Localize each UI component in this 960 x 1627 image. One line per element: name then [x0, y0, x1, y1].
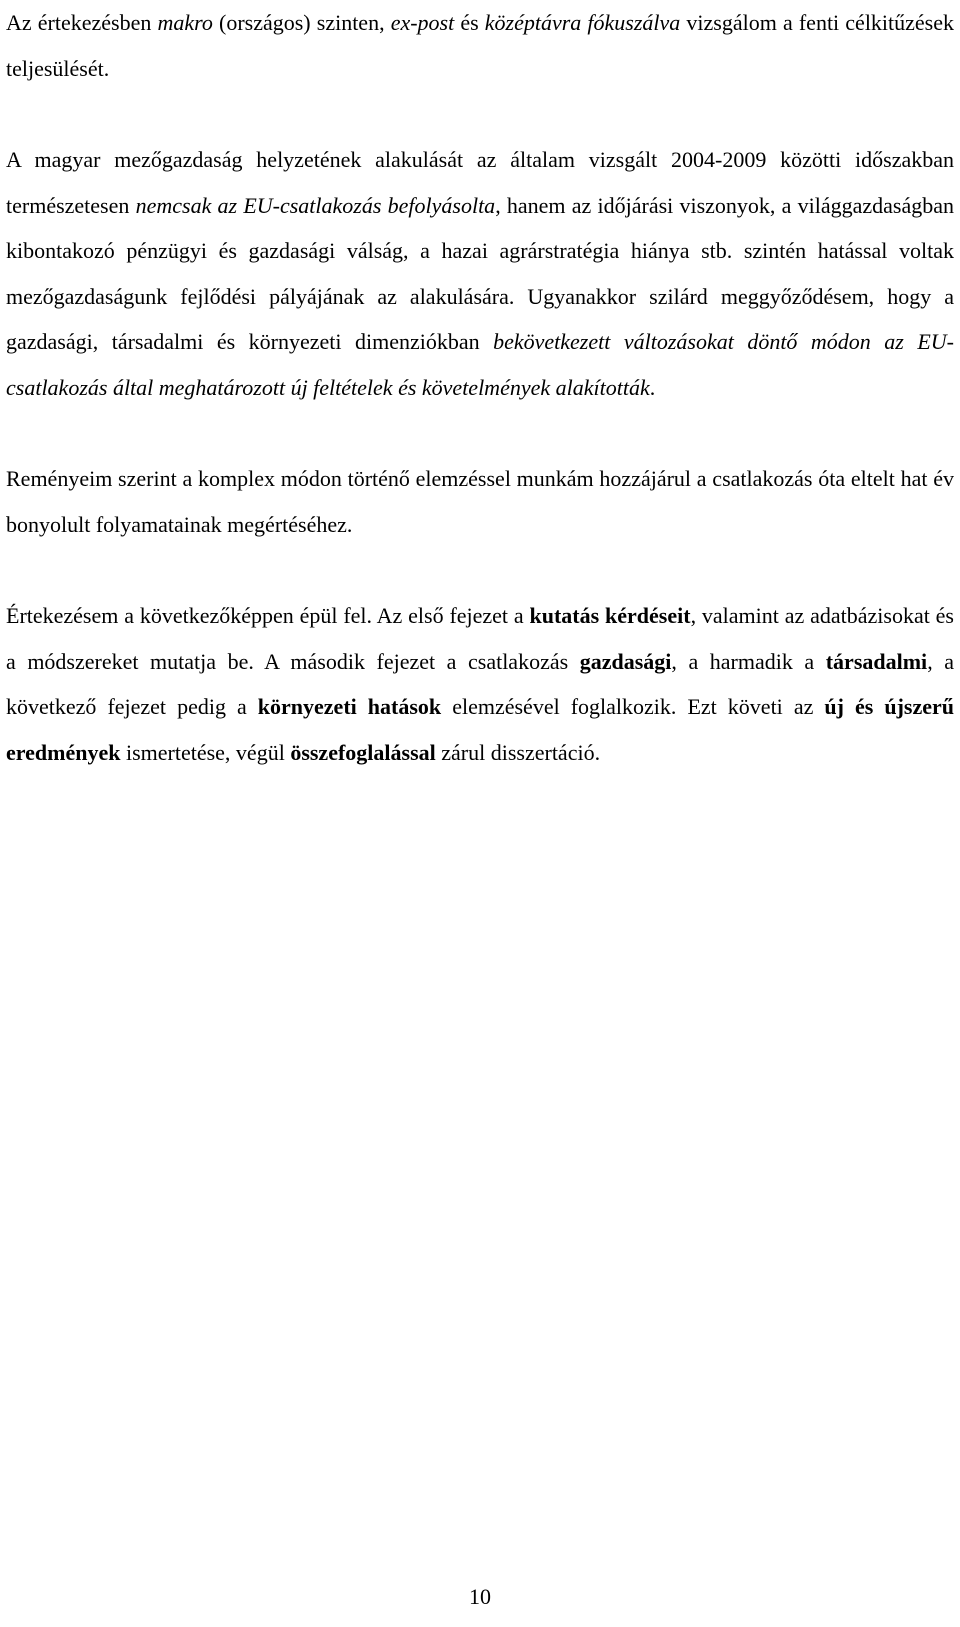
text-run: Értekezésem a következőképpen épül fel. Az első fejezet a [6, 603, 530, 628]
text-run: A magyar mezőgazdaság helyzetének alakulását az általam vizsgált 2004-2009 közötti időszakban természetesen [6, 147, 954, 218]
paragraph-context [6, 137, 954, 410]
text-run: zárul disszertáció. [435, 739, 601, 765]
text-run: vizsgálom a fenti célkitűzések teljesülését. [6, 10, 955, 81]
text-run-bold: környezeti hatások [257, 694, 442, 719]
paragraph-structure [6, 593, 954, 775]
text-run: és [454, 10, 485, 35]
text-run-italic: nemcsak az EU-csatlakozás befolyásolta [135, 192, 496, 218]
document-page [6, 0, 955, 1609]
text-run-italic: makro [157, 10, 213, 35]
text-run-italic: bekövetkezett változásokat döntő módon az EU-csatlakozás által meghatározott új feltételek és követelmények alakították [6, 329, 954, 400]
text-run-bold: társadalmi [825, 648, 928, 674]
text-run-bold: gazdasági [579, 648, 672, 674]
text-run-bold: kutatás kérdéseit [529, 603, 691, 628]
page-number: 10 [469, 1584, 491, 1609]
paragraph-scope [6, 0, 954, 91]
text-run-italic: ex-post [390, 10, 455, 35]
text-run: Az értekezésben [6, 10, 158, 35]
text-run: , valamint az adatbázisokat és a módszereket mutatja be. A második fejezet a csatlakozás [6, 603, 954, 674]
text-run: elemzésével foglalkozik. Ezt követi az [441, 694, 825, 719]
text-run: , a következő fejezet pedig a [6, 648, 955, 719]
text-run: , a harmadik a [671, 648, 826, 674]
text-run: Reményeim szerint a komplex módon történő elemzéssel munkám hozzájárul a csatlakozás óta eltelt hat év bonyolult folyamatainak megértéséhez. [6, 466, 954, 537]
paragraph-hope [6, 456, 954, 547]
text-run: (országos) szinten, [212, 10, 391, 35]
text-run-bold: összefoglalással [290, 739, 436, 765]
text-run-bold: új és újszerű eredmények [6, 694, 954, 765]
text-run-italic: középtávra fókuszálva [484, 10, 681, 35]
text-run: , hanem az időjárási viszonyok, a világgazdaságban kibontakozó pénzügyi és gazdasági válság, a hazai agrárstratégia hiánya stb. szintén hatással voltak mezőgazdaságunk fejlődési pályájának az alakulására. Ugyanakkor szilárd meggyőződésem, hogy a gazdasági, társadalmi és környezeti dimenziókban [6, 192, 954, 354]
text-run: ismertetése, végül [120, 739, 291, 765]
text-run: . [649, 374, 656, 400]
